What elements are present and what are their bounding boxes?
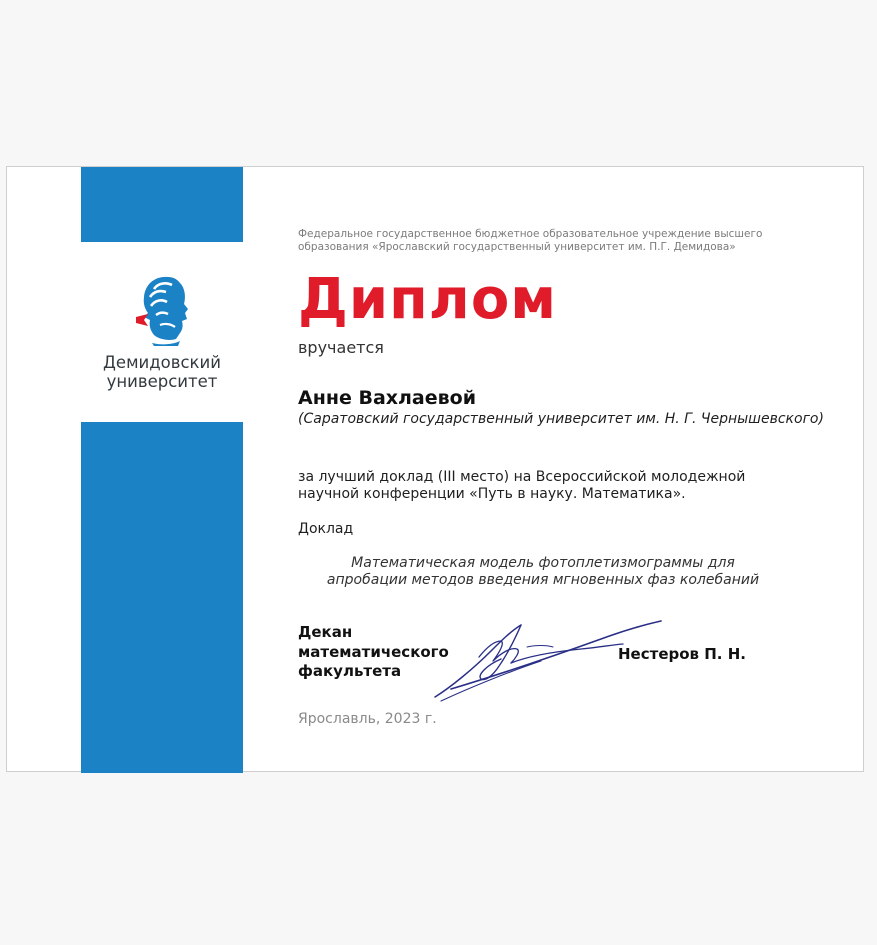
award-reason [298, 469, 778, 503]
university-logo-name [81, 353, 243, 391]
report-title-line2: апробации методов введения мгновенных фаз колебаний [326, 572, 760, 588]
signatory-position-line1: Декан [298, 623, 353, 641]
blue-stripe-top [81, 167, 243, 242]
diploma-sheet [6, 166, 864, 772]
report-title [298, 555, 788, 589]
recipient-name: Анне Вахлаевой [298, 387, 477, 409]
demidov-portrait-icon [130, 273, 200, 347]
signatory-position-line2: математического [298, 642, 449, 661]
signatory-name: Нестеров П. Н. [618, 645, 746, 663]
award-reason-line2: научной конференции «Путь в науку. Математика». [298, 486, 686, 502]
logo-name-line1: Демидовский [103, 353, 221, 372]
logo-name-line2: университет [106, 372, 218, 391]
signatory-position-line3: факультета [298, 662, 402, 680]
blue-stripe-bottom [81, 422, 243, 773]
recipient-affiliation: (Саратовский государственный университет им. Н. Г. Чернышевского) [298, 411, 824, 427]
signatory-position [298, 623, 449, 682]
report-title-line1: Математическая модель фотоплетизмограммы для [351, 555, 735, 571]
diploma-title: Диплом [298, 267, 558, 332]
city-year: Ярославль, 2023 г. [298, 711, 437, 727]
awarded-text: вручается [298, 338, 384, 357]
organization-name [298, 228, 808, 254]
organization-line1: Федеральное государственное бюджетное образовательное учреждение высшего [298, 228, 763, 240]
organization-line2: образования «Ярославский государственный университет им. П.Г. Демидова» [298, 241, 736, 253]
report-label: Доклад [298, 521, 354, 537]
award-reason-line1: за лучший доклад (III место) на Всероссийской молодежной [298, 469, 746, 485]
